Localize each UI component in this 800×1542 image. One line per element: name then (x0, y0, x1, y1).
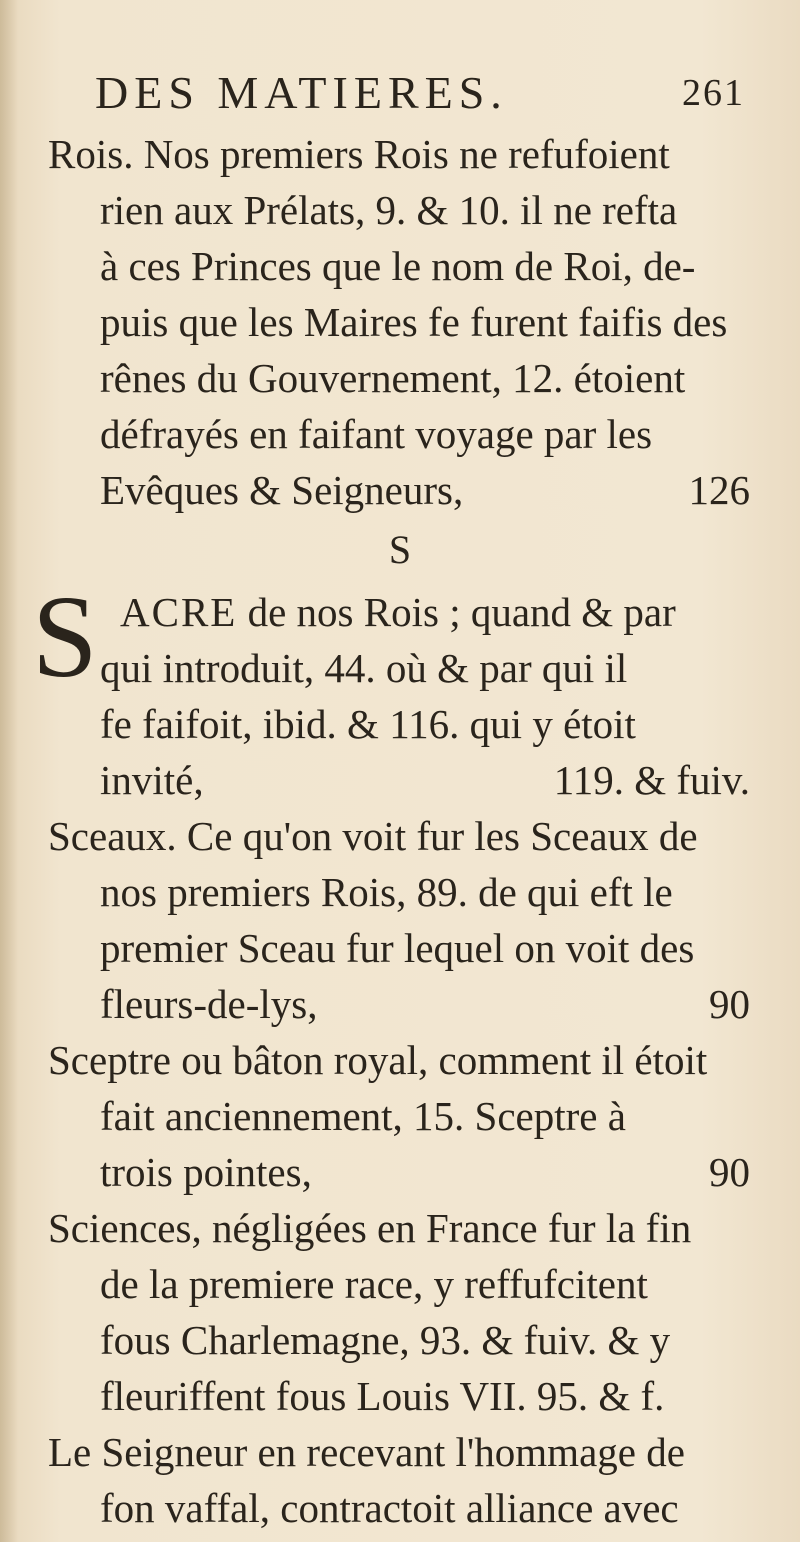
section-letter: S (388, 527, 412, 572)
text-line-with-folio (100, 981, 750, 1027)
text-line: puis que les Maires fe furent faifis des (100, 299, 728, 345)
text-line: Sceptre ou bâton royal, comment il étoit (48, 1037, 708, 1083)
page-number: 261 (682, 72, 745, 114)
text-line-with-folio (100, 1149, 750, 1195)
text-line: rênes du Gouvernement, 12. étoient (100, 355, 686, 401)
entry-first-line (120, 589, 676, 635)
text-line: fe faifoit, ibid. & 116. qui y étoit (100, 701, 636, 747)
folio-number: 126 (688, 467, 750, 513)
entry-text: Evêques & Seigneurs, (100, 467, 464, 513)
page-gutter-shadow (0, 0, 18, 1542)
text-line: Sceaux. Ce qu'on voit fur les Sceaux de (48, 813, 698, 859)
text-line: qui introduit, 44. où & par qui il (100, 645, 628, 691)
entry-text: invité, (100, 757, 204, 803)
entry-text: de nos Rois ; quand & par (247, 589, 676, 635)
text-line: fon vaffal, contractoit alliance avec (100, 1485, 679, 1531)
text-line-with-folio (100, 467, 750, 513)
text-line: à ces Princes que le nom de Roi, de- (100, 243, 696, 289)
text-line-with-folio (100, 757, 750, 803)
running-header (95, 67, 745, 118)
text-line: fleuriffent fous Louis VII. 95. & f. (100, 1373, 665, 1419)
folio-number: 119. & fuiv. (553, 757, 750, 803)
entry-text: trois pointes, (100, 1149, 312, 1195)
text-line: Rois. Nos premiers Rois ne refufoient (48, 131, 670, 177)
text-line: fait anciennement, 15. Sceptre à (100, 1093, 626, 1139)
text-line: fous Charlemagne, 93. & fuiv. & y (100, 1317, 671, 1363)
text-line: rien aux Prélats, 9. & 10. il ne refta (100, 187, 678, 233)
folio-number: 90 (709, 1149, 750, 1195)
running-title: DES MATIERES. (95, 67, 508, 118)
text-line: Sciences, négligées en France fur la fin (48, 1205, 692, 1251)
text-line: nos premiers Rois, 89. de qui eft le (100, 869, 673, 915)
folio-number: 90 (709, 981, 750, 1027)
text-line: de la premiere race, y reffufcitent (100, 1261, 648, 1307)
entry-text: fleurs-de-lys, (100, 981, 318, 1027)
text-line: Le Seigneur en recevant l'hommage de (48, 1429, 685, 1475)
entry-head: ACRE (120, 589, 238, 635)
text-line: défrayés en faifant voyage par les (100, 411, 653, 457)
drop-capital: S (32, 571, 98, 702)
text-line: premier Sceau fur lequel on voit des (100, 925, 695, 971)
